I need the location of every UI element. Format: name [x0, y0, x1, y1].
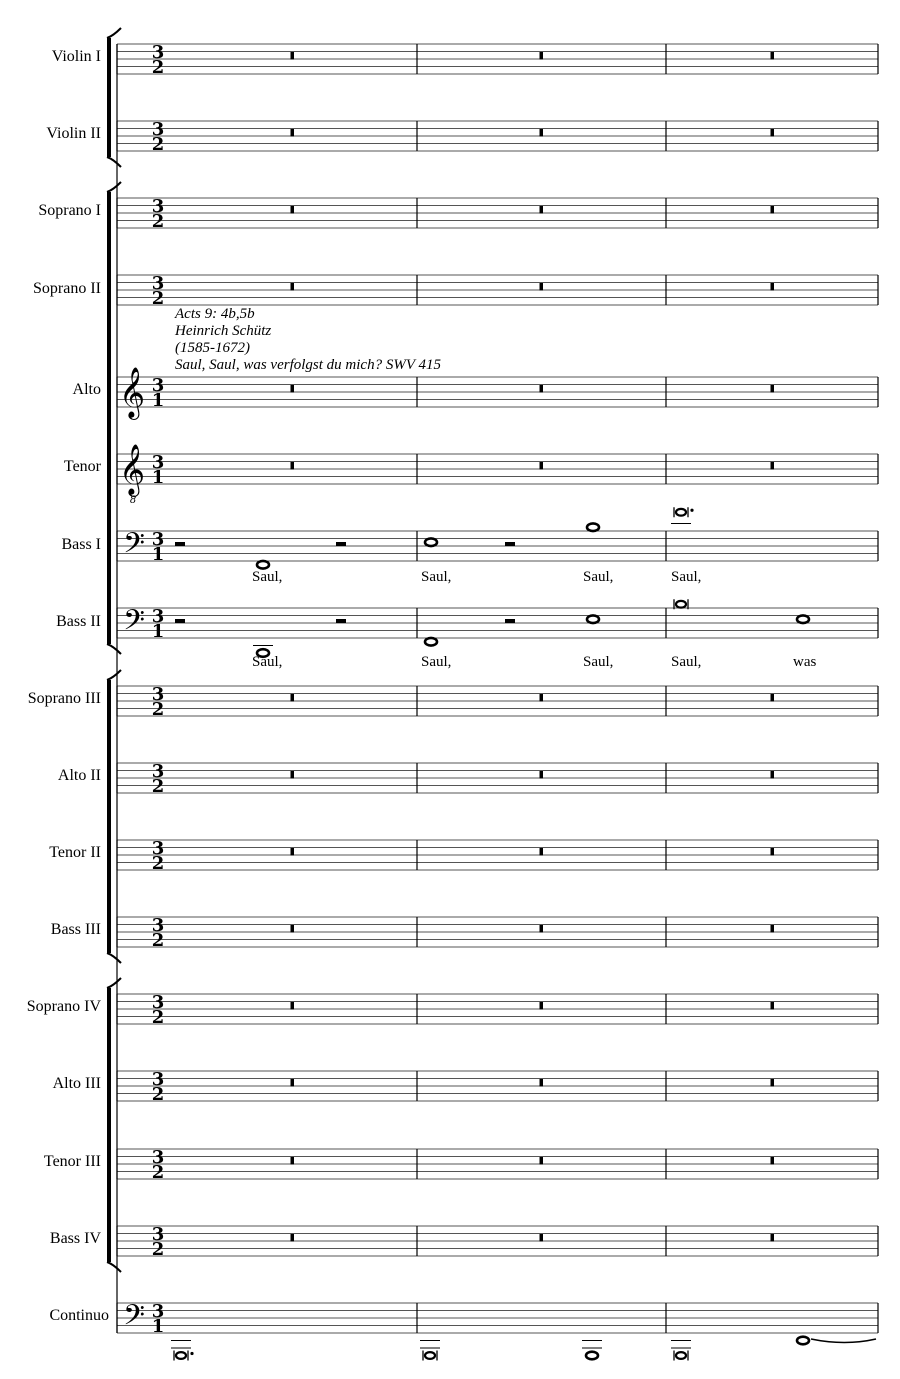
lyric-bass1-3: Saul, [583, 569, 614, 585]
measure-rest [771, 694, 775, 702]
staff [117, 763, 878, 793]
measure-rest [540, 206, 544, 214]
bracket-hook-top [107, 28, 121, 38]
note-continuo-5 [797, 1337, 809, 1345]
note-bass1-saul-1 [257, 561, 269, 569]
measure-rest [771, 771, 775, 779]
half-rest [505, 619, 515, 623]
octave-marker: 8 [129, 495, 137, 506]
bass-clef-icon: 𝄢 [123, 527, 145, 567]
group-bracket [107, 38, 111, 157]
staff [117, 917, 878, 947]
staff [117, 121, 878, 151]
augmentation-dot [190, 1352, 193, 1355]
staff-label-tenor: Tenor [63, 458, 101, 475]
half-rest [505, 542, 515, 546]
measure-rest [771, 129, 775, 137]
time-signature-bottom: 1 [151, 544, 165, 565]
measure-rest [291, 462, 295, 470]
measure-rest [291, 771, 295, 779]
lyric-bass1-4: Saul, [671, 569, 702, 585]
measure-rest [771, 848, 775, 856]
bracket-hook-top [107, 182, 121, 192]
staff [117, 608, 878, 638]
time-signature-top: 3 [151, 684, 165, 705]
time-signature-bottom: 1 [151, 1316, 165, 1337]
staff-label-violin-1: Violin I [51, 48, 101, 65]
staff-label-alto-2: Alto II [57, 767, 101, 784]
measure-rest [291, 1002, 295, 1010]
time-signature-bottom: 2 [151, 1007, 165, 1028]
staff [117, 840, 878, 870]
time-signature-top: 3 [151, 375, 165, 396]
staff-label-continuo: Continuo [49, 1307, 109, 1324]
measure-rest [771, 206, 775, 214]
staff-label-bass-4: Bass IV [49, 1230, 101, 1247]
staff [117, 1149, 878, 1179]
bracket-hook-bottom [107, 953, 121, 963]
time-signature-top: 3 [151, 273, 165, 294]
bracket-hook-bottom [107, 157, 121, 167]
info-dates: (1585-1672) [175, 340, 250, 356]
staff [117, 686, 878, 716]
staff-label-tenor-2: Tenor II [49, 844, 101, 861]
info-composer: Heinrich Schütz [175, 323, 272, 339]
half-rest [336, 542, 346, 546]
time-signature-top: 3 [151, 761, 165, 782]
time-signature-top: 3 [151, 529, 165, 550]
measure-rest [540, 385, 544, 393]
time-signature-bottom: 2 [151, 930, 165, 951]
time-signature-top: 3 [151, 452, 165, 473]
measure-rest [540, 1002, 544, 1010]
time-signature-bottom: 1 [151, 467, 165, 488]
staff [117, 198, 878, 228]
measure-rest [771, 1157, 775, 1165]
measure-rest [771, 385, 775, 393]
group-bracket [107, 988, 111, 1262]
bracket-hook-top [107, 670, 121, 680]
note-bass2-saul-3 [587, 615, 599, 623]
half-rest [336, 619, 346, 623]
time-signature-bottom: 2 [151, 1239, 165, 1260]
bass-clef-icon: 𝄢 [123, 1299, 145, 1339]
time-signature-bottom: 2 [151, 134, 165, 155]
staff [117, 1226, 878, 1256]
lyric-bass2-1: Saul, [252, 654, 283, 670]
measure-rest [291, 925, 295, 933]
bracket-hook-bottom [107, 1262, 121, 1272]
staff [117, 275, 878, 305]
measure-rest [291, 206, 295, 214]
measure-rest [291, 694, 295, 702]
time-signature-top: 3 [151, 992, 165, 1013]
measure-rest [540, 462, 544, 470]
staff [117, 44, 878, 74]
staff-label-bass-1: Bass I [61, 536, 101, 553]
time-signature-top: 3 [151, 1069, 165, 1090]
staff [117, 1071, 878, 1101]
time-signature-bottom: 2 [151, 776, 165, 797]
measure-rest [291, 1079, 295, 1087]
measure-rest [540, 925, 544, 933]
staff-label-tenor-3: Tenor III [43, 1153, 101, 1170]
measure-rest [771, 462, 775, 470]
measure-rest [540, 1157, 544, 1165]
measure-rest [771, 1002, 775, 1010]
note-bass1-saul-3 [587, 523, 599, 531]
time-signature-top: 3 [151, 838, 165, 859]
lyric-bass2-4: Saul, [671, 654, 702, 670]
info-title: Saul, Saul, was verfolgst du mich? SWV 415 [175, 357, 441, 373]
bass-clef-icon: 𝄢 [123, 604, 145, 644]
time-signature-bottom: 2 [151, 699, 165, 720]
staff [117, 377, 878, 407]
staff [117, 1303, 878, 1333]
staff [117, 454, 878, 484]
augmentation-dot [690, 509, 693, 512]
measure-rest [540, 1079, 544, 1087]
bracket-hook-bottom [107, 644, 121, 654]
note-bass1-saul-4 [676, 509, 686, 516]
staff [117, 994, 878, 1024]
measure-rest [540, 1234, 544, 1242]
staff [117, 531, 878, 561]
treble-clef-icon: 𝄞 [118, 444, 146, 495]
time-signature-top: 3 [151, 196, 165, 217]
half-rest [175, 542, 185, 546]
lyric-bass2-2: Saul, [421, 654, 452, 670]
bracket-hook-top [107, 978, 121, 988]
measure-rest [291, 385, 295, 393]
measure-rest [771, 1234, 775, 1242]
time-signature-top: 3 [151, 915, 165, 936]
lyric-bass2-5: was [793, 654, 817, 670]
lyric-bass1-1: Saul, [252, 569, 283, 585]
note-continuo-2 [425, 1352, 435, 1359]
measure-rest [771, 283, 775, 291]
lyric-bass2-3: Saul, [583, 654, 614, 670]
time-signature-top: 3 [151, 119, 165, 140]
staff-label-violin-2: Violin II [46, 125, 101, 142]
measure-rest [771, 925, 775, 933]
time-signature-top: 3 [151, 1301, 165, 1322]
measure-rest [540, 848, 544, 856]
time-signature-bottom: 2 [151, 57, 165, 78]
group-bracket [107, 192, 111, 644]
note-continuo-3 [586, 1352, 598, 1360]
time-signature-bottom: 1 [151, 621, 165, 642]
measure-rest [291, 52, 295, 60]
staff-label-alto: Alto [72, 381, 101, 398]
treble-clef-icon: 𝄞 [118, 367, 146, 418]
time-signature-bottom: 2 [151, 288, 165, 309]
staff-label-bass-3: Bass III [50, 921, 101, 938]
note-bass2-was [797, 615, 809, 623]
time-signature-top: 3 [151, 42, 165, 63]
measure-rest [771, 52, 775, 60]
time-signature-bottom: 2 [151, 1084, 165, 1105]
measure-rest [540, 771, 544, 779]
time-signature-bottom: 1 [151, 390, 165, 411]
staff-label-soprano-1: Soprano I [38, 202, 101, 219]
measure-rest [291, 848, 295, 856]
measure-rest [540, 129, 544, 137]
time-signature-bottom: 2 [151, 211, 165, 232]
staff-label-soprano-3: Soprano III [27, 690, 101, 707]
measure-rest [291, 129, 295, 137]
time-signature-bottom: 2 [151, 853, 165, 874]
time-signature-bottom: 2 [151, 1162, 165, 1183]
note-continuo-1 [176, 1352, 186, 1359]
note-continuo-4 [676, 1352, 686, 1359]
measure-rest [291, 1157, 295, 1165]
time-signature-top: 3 [151, 1147, 165, 1168]
note-bass1-saul-2 [425, 538, 437, 546]
note-bass2-saul-2 [425, 638, 437, 646]
tie-arc [811, 1339, 876, 1343]
lyric-bass1-2: Saul, [421, 569, 452, 585]
measure-rest [540, 52, 544, 60]
note-bass2-saul-1 [257, 649, 269, 657]
group-bracket [107, 680, 111, 953]
staff-label-alto-3: Alto III [52, 1075, 101, 1092]
info-scripture: Acts 9: 4b,5b [175, 306, 255, 322]
measure-rest [540, 283, 544, 291]
measure-rest [771, 1079, 775, 1087]
measure-rest [291, 1234, 295, 1242]
time-signature-top: 3 [151, 606, 165, 627]
measure-rest [540, 694, 544, 702]
measure-rest [291, 283, 295, 291]
staff-label-soprano-2: Soprano II [33, 280, 101, 297]
note-bass2-saul-4 [676, 601, 686, 608]
half-rest [175, 619, 185, 623]
time-signature-top: 3 [151, 1224, 165, 1245]
staff-label-bass-2: Bass II [56, 613, 101, 630]
staff-label-soprano-4: Soprano IV [26, 998, 101, 1015]
